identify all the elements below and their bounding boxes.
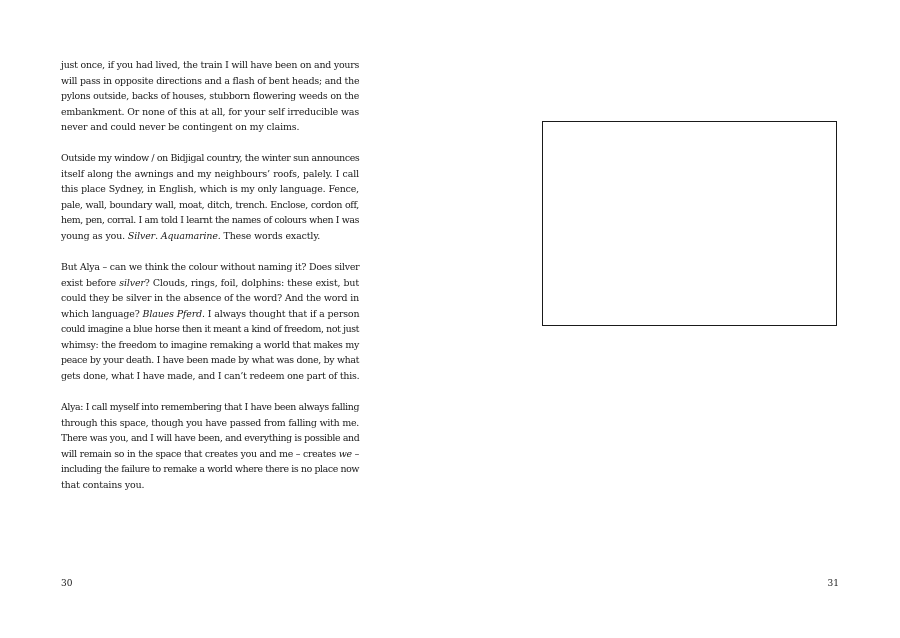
text-line <box>61 89 359 105</box>
image-placeholder-frame <box>542 121 837 326</box>
text-line <box>61 120 359 136</box>
text-line <box>61 322 359 338</box>
text-line <box>61 431 359 447</box>
text-run: exist before <box>61 277 120 289</box>
text-run: will remain so in the space that creates you and me – creates <box>61 448 339 460</box>
text-line <box>61 291 359 307</box>
text-run: young as you. <box>61 231 128 243</box>
page-number-left: 30 <box>61 579 73 589</box>
text-line <box>61 447 359 463</box>
text-run: hem, pen, corral. I am told I learnt the names of colours when I was <box>61 215 359 227</box>
text-run: could they be silver in the absence of the word? And the word in <box>61 293 359 305</box>
text-run: could imagine a blue horse then it meant a kind of freedom, not just <box>61 324 359 336</box>
text-line <box>61 74 359 90</box>
text-run: . I always thought that if a person <box>202 308 360 320</box>
text-run: which language? <box>61 308 143 320</box>
text-run: will pass in opposite directions and a flash of bent heads; and the <box>61 75 360 87</box>
text-run: pylons outside, backs of houses, stubborn flowering weeds on the <box>61 91 359 103</box>
text-run: . These words exactly. <box>217 231 321 243</box>
text-line <box>61 213 359 229</box>
paragraph <box>61 151 359 244</box>
text-run: embankment. Or none of this at all, for your self irreducible was <box>61 106 359 118</box>
text-run: There was you, and I will have been, and everything is possible and <box>61 433 360 445</box>
paragraph <box>61 260 359 384</box>
right-page <box>450 0 900 638</box>
text-line <box>61 198 359 214</box>
text-line <box>61 462 359 478</box>
text-run: through this space, though you have passed from falling with me. <box>61 417 359 429</box>
paragraph <box>61 58 359 136</box>
paragraph <box>61 400 359 493</box>
text-run: Outside my window / on Bidjigal country, the winter sun announces <box>61 153 360 165</box>
italic-text: silver <box>119 277 145 289</box>
text-line <box>61 369 359 385</box>
text-line <box>61 58 359 74</box>
text-line <box>61 182 359 198</box>
text-line <box>61 167 359 183</box>
body-text <box>61 58 359 509</box>
text-line <box>61 151 359 167</box>
text-line <box>61 478 359 494</box>
italic-text: Aquamarine <box>160 231 218 243</box>
text-line <box>61 229 359 245</box>
text-line <box>61 400 359 416</box>
text-run: itself along the awnings and my neighbours’ roofs, palely. I call <box>61 168 359 180</box>
italic-text: we <box>338 448 352 460</box>
text-line <box>61 338 359 354</box>
text-run: including the failure to remake a world where there is no place now <box>61 464 359 476</box>
text-run: gets done, what I have made, and I can’t redeem one part of this. <box>61 370 360 382</box>
text-run: pale, wall, boundary wall, moat, ditch, trench. Enclose, cordon off, <box>61 199 359 211</box>
text-run: peace by your death. I have been made by what was done, by what <box>61 355 359 367</box>
italic-text: Silver <box>127 231 156 243</box>
text-run: – <box>351 448 359 460</box>
text-line <box>61 416 359 432</box>
text-line <box>61 260 359 276</box>
page-number-right: 31 <box>827 579 839 589</box>
text-run: Alya: I call myself into remembering that I have been always falling <box>61 402 360 414</box>
text-run: this place Sydney, in English, which is my only language. Fence, <box>61 184 359 196</box>
text-line <box>61 105 359 121</box>
text-line <box>61 353 359 369</box>
text-line <box>61 276 359 292</box>
text-run: ? Clouds, rings, foil, dolphins: these exist, but <box>144 277 360 289</box>
text-run: never and could never be contingent on my claims. <box>61 122 300 134</box>
text-run: whimsy: the freedom to imagine remaking a world that makes my <box>61 339 360 351</box>
text-run: that contains you. <box>61 479 145 491</box>
text-run: But Alya – can we think the colour without naming it? Does silver <box>61 262 360 274</box>
italic-text: Blaues Pferd <box>142 308 203 320</box>
text-line <box>61 307 359 323</box>
text-run: . <box>155 231 161 243</box>
text-run: just once, if you had lived, the train I will have been on and yours <box>61 60 360 71</box>
